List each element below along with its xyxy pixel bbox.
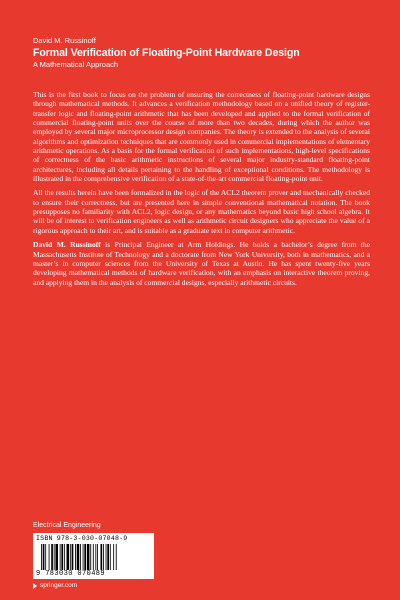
barcode-bar — [45, 544, 46, 570]
barcode — [33, 533, 154, 579]
barcode-bar — [95, 544, 96, 570]
cover-footer — [33, 521, 373, 590]
barcode-bar — [110, 544, 111, 570]
barcode-bar — [64, 544, 65, 570]
barcode-bar — [116, 544, 117, 570]
barcode-bar — [41, 544, 42, 570]
book-title: Formal Verification of Floating-Point Hardware Design — [33, 47, 300, 59]
arrow-right-icon — [33, 583, 37, 589]
barcode-bar — [72, 544, 74, 570]
publisher-website[interactable] — [33, 581, 373, 590]
barcode-bar — [60, 544, 61, 570]
barcode-bar — [87, 544, 90, 570]
barcode-bar — [84, 544, 86, 570]
barcode-bar — [101, 544, 103, 570]
subject-category: Electrical Engineering — [33, 522, 101, 529]
author-name: David M. Russinoff — [33, 36, 96, 45]
barcode-bar — [80, 544, 81, 570]
barcode-bar — [51, 544, 53, 570]
barcode-bar — [61, 544, 63, 570]
barcode-bar — [43, 544, 45, 570]
barcode-bar — [55, 544, 58, 570]
barcode-bar — [107, 544, 109, 570]
barcode-bar — [106, 544, 107, 570]
bio-name: David M. Russinoff — [33, 240, 101, 250]
website-label: springer.com — [40, 582, 78, 589]
blurb-paragraph-2: All the results herein have been formalized in the logic of the ACL2 theorem prover and mechanically checked to ensure their correctness, but are presented here in simple conventional mathematical notation. The book presupposes no familiarity with ACL2, logic design, or any mathematics beyond basic high school algebra. It will be of interest to verification engineers as well as arithmetic circuit designers who appreciate the value of a rigorous approach to their art, and is suitable as a graduate text in computer arithmetic. — [33, 188, 370, 235]
barcode-bar — [90, 544, 91, 570]
barcode-bar — [70, 544, 71, 570]
blurb — [33, 90, 370, 292]
isbn-digits: 9 783030 070489 — [36, 570, 106, 578]
book-subtitle: A Mathematical Approach — [33, 60, 119, 69]
barcode-bar — [54, 544, 55, 570]
author-bio — [33, 240, 370, 287]
cover-header — [33, 36, 373, 70]
barcode-bar — [83, 544, 84, 570]
blurb-paragraph-1: This is the first book to focus on the problem of ensuring the correctness of floating-point hardware designs through mathematical methods. It advances a verification methodology based on a unified theory of register-transfer logic and floating-point arithmetic that has been developed and applied to the formal verification of commercial floating-point units over the course of more than two decades, during which the author was employed by several major microprocessor design companies. The theory is extended to the analysis of several algorithms and optimization techniques that are commonly used in commercial implementations of elementary arithmetic operations. As a basis for the formal verification of such implementations, high-level specifications of correctness of the basic arithmetic instructions of several major industry-standard floating-point architectures, including all details pertaining to the handling of exceptional conditions. The methodology is illustrated in the comprehensive verification of a state-of-the-art commercial floating-point unit. — [33, 90, 370, 184]
barcode-bar — [93, 544, 94, 570]
barcode-bar — [103, 544, 104, 570]
barcode-bar — [49, 544, 50, 570]
barcode-bars — [41, 544, 147, 570]
barcode-bar — [67, 544, 70, 570]
barcode-bar — [75, 544, 76, 570]
isbn-label: ISBN 978-3-030-07048-9 — [36, 535, 128, 542]
barcode-bar — [113, 544, 114, 570]
bio-text: is Principal Engineer at Arm Holdings. He holds a bachelor’s degree from the Massachusetts Institute of Technology and a doctorate from New York University, both in mathematics, and a master’s in computer sciences from the University of Texas at Austin. He has spent twenty-five years developing mathematical methods of hardware verification, with an emphasis on interactive theorem proving, and applying them in the analysis of commercial designs, especially arithmetic circuits. — [33, 240, 370, 287]
barcode-bar — [77, 544, 80, 570]
barcode-bar — [97, 544, 98, 570]
